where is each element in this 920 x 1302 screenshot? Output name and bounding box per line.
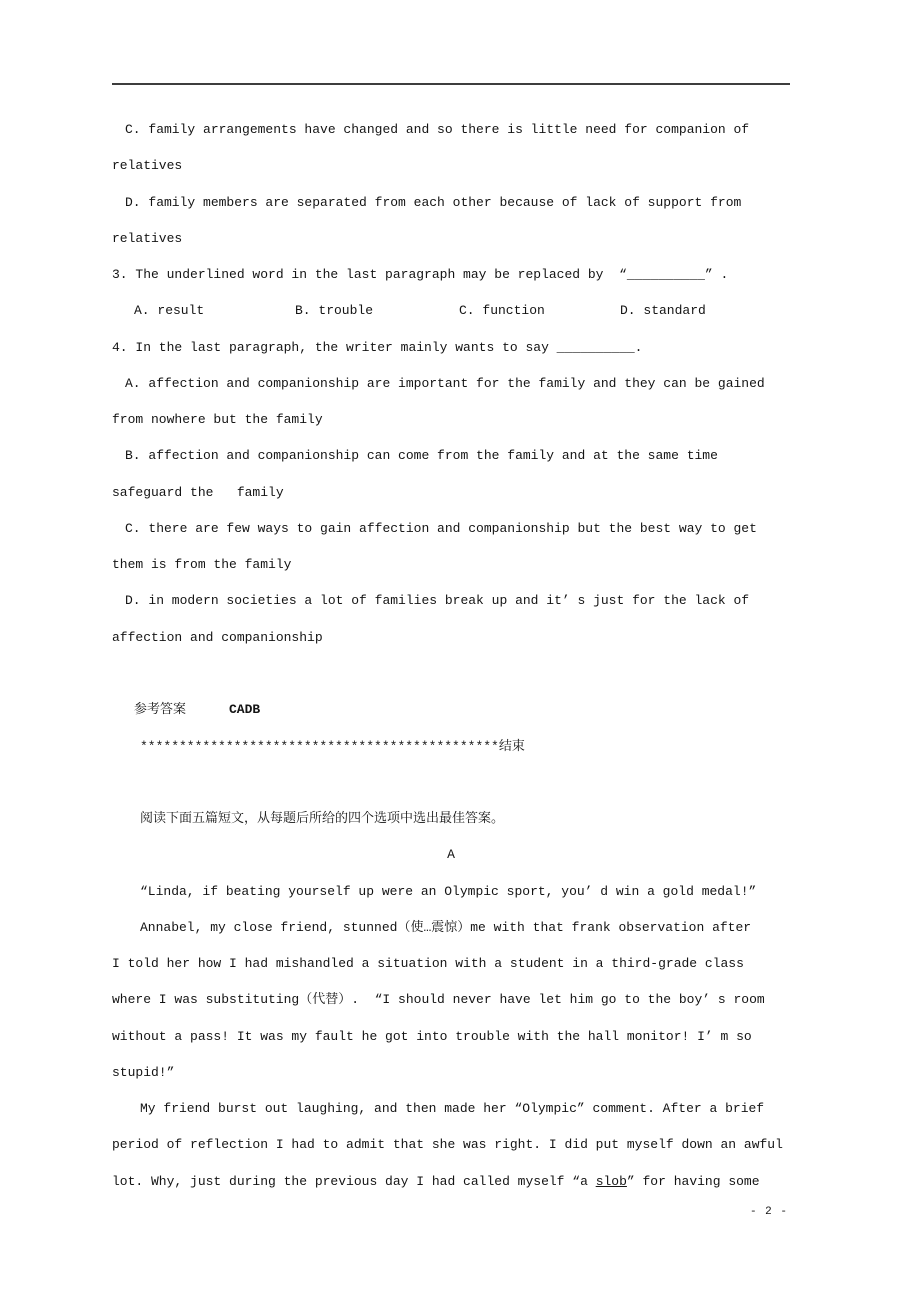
- text-segment: Annabel, my close friend, stunned（使…震惊）me with that frank observation after: [140, 919, 752, 935]
- end-separator-line: [112, 729, 802, 765]
- text-segment: from nowhere but the family: [112, 412, 323, 428]
- text-segment: “Linda, if beating yourself up were an Olympic sport, you’ d win a gold medal!”: [140, 883, 757, 899]
- q4-option-c-line-1: [112, 511, 802, 547]
- text-segment: where I was substituting（代替）. “I should never have let him go to the boy’ s room: [112, 992, 765, 1008]
- q4-option-d-line-2: [112, 620, 802, 656]
- text-segment: D. family members are separated from each other because of lack of support from: [125, 194, 742, 210]
- text-segment: relatives: [112, 158, 183, 174]
- text-segment: ” for having some: [626, 1173, 760, 1189]
- text-segment: 4. In the last paragraph, the writer mainly wants to say __________.: [112, 339, 643, 355]
- text-segment: C. there are few ways to gain affection and companionship but the best way to get: [125, 520, 757, 536]
- text-segment: C. family arrangements have changed and so there is little need for companion of: [125, 122, 750, 137]
- q4-option-d-line-1: [112, 583, 802, 619]
- text-segment: 阅读下面五篇短文，从每题后所给的四个选项中选出最佳答案。: [140, 811, 505, 827]
- q4-option-a-line-2: [112, 402, 802, 438]
- answer-key-line: [112, 692, 802, 728]
- answer-key-label: 参考答案: [134, 702, 187, 718]
- passage-p2-line-2: [112, 946, 802, 982]
- text-segment: B. trouble: [295, 303, 374, 319]
- text-segment: D. standard: [620, 303, 706, 319]
- q4-option-b-line-2: [112, 475, 802, 511]
- q2-option-d-line-1: [112, 185, 802, 221]
- question-4-stem: [112, 330, 802, 366]
- underlined-word-slob: slob: [595, 1173, 627, 1189]
- blank-line: [112, 765, 802, 801]
- text-segment: 3. The underlined word in the last paragraph may be replaced by “__________” .: [112, 267, 729, 283]
- passage-p3-line-1: [112, 1091, 802, 1127]
- text-segment: C. function: [459, 303, 545, 319]
- q4-option-c-line-2: [112, 547, 802, 583]
- q2-option-d-line-2: [112, 221, 802, 257]
- text-segment: period of reflection I had to admit that she was right. I did put myself down an awful: [112, 1137, 783, 1153]
- text-segment: D. in modern societies a lot of families break up and it’ s just for the lack of: [125, 593, 750, 609]
- text-segment: lot. Why, just during the previous day I had called myself “a: [112, 1173, 596, 1189]
- text-segment: them is from the family: [112, 557, 292, 573]
- passage-p2-line-1: [112, 910, 802, 946]
- text-segment: relatives: [112, 230, 183, 246]
- text-segment: I told her how I had mishandled a situation with a student in a third-grade class: [112, 956, 744, 972]
- page-number: - 2 -: [749, 1206, 788, 1218]
- q4-option-b-line-1: [112, 438, 802, 474]
- passage-p2-line-5: [112, 1055, 802, 1091]
- header-rule: [112, 83, 790, 85]
- passage-line-quote: [112, 874, 802, 910]
- text-segment: **********************************************结束: [140, 738, 525, 754]
- text-segment: safeguard the family: [112, 484, 284, 500]
- document-lines: [112, 112, 802, 1200]
- passage-p2-line-4: [112, 1019, 802, 1055]
- reading-instruction: [112, 801, 802, 837]
- passage-p3-line-3: [112, 1164, 802, 1200]
- passage-p3-line-2: [112, 1127, 802, 1163]
- text-segment: B. affection and companionship can come from the family and at the same time: [125, 448, 718, 464]
- text-segment: My friend burst out laughing, and then made her “Olympic” comment. After a brief: [140, 1101, 765, 1117]
- text-segment: without a pass! It was my fault he got into trouble with the hall monitor! I’ m so: [112, 1028, 752, 1044]
- question-3-choices: [112, 293, 802, 329]
- text-segment: stupid!”: [112, 1064, 175, 1080]
- blank-line: [112, 656, 802, 692]
- q4-option-a-line-1: [112, 366, 802, 402]
- text-segment: A. result: [134, 303, 205, 319]
- question-3-stem: [112, 257, 802, 293]
- passage-a-heading: [112, 837, 802, 873]
- text-segment: affection and companionship: [112, 629, 323, 645]
- answer-key-value: CADB: [229, 702, 261, 718]
- q2-option-c-line-2: [112, 148, 802, 184]
- passage-p2-line-3: [112, 982, 802, 1018]
- text-segment: A. affection and companionship are important for the family and they can be gained: [125, 375, 765, 391]
- q2-option-c-line-1: [112, 112, 802, 148]
- text-segment: A: [447, 847, 455, 863]
